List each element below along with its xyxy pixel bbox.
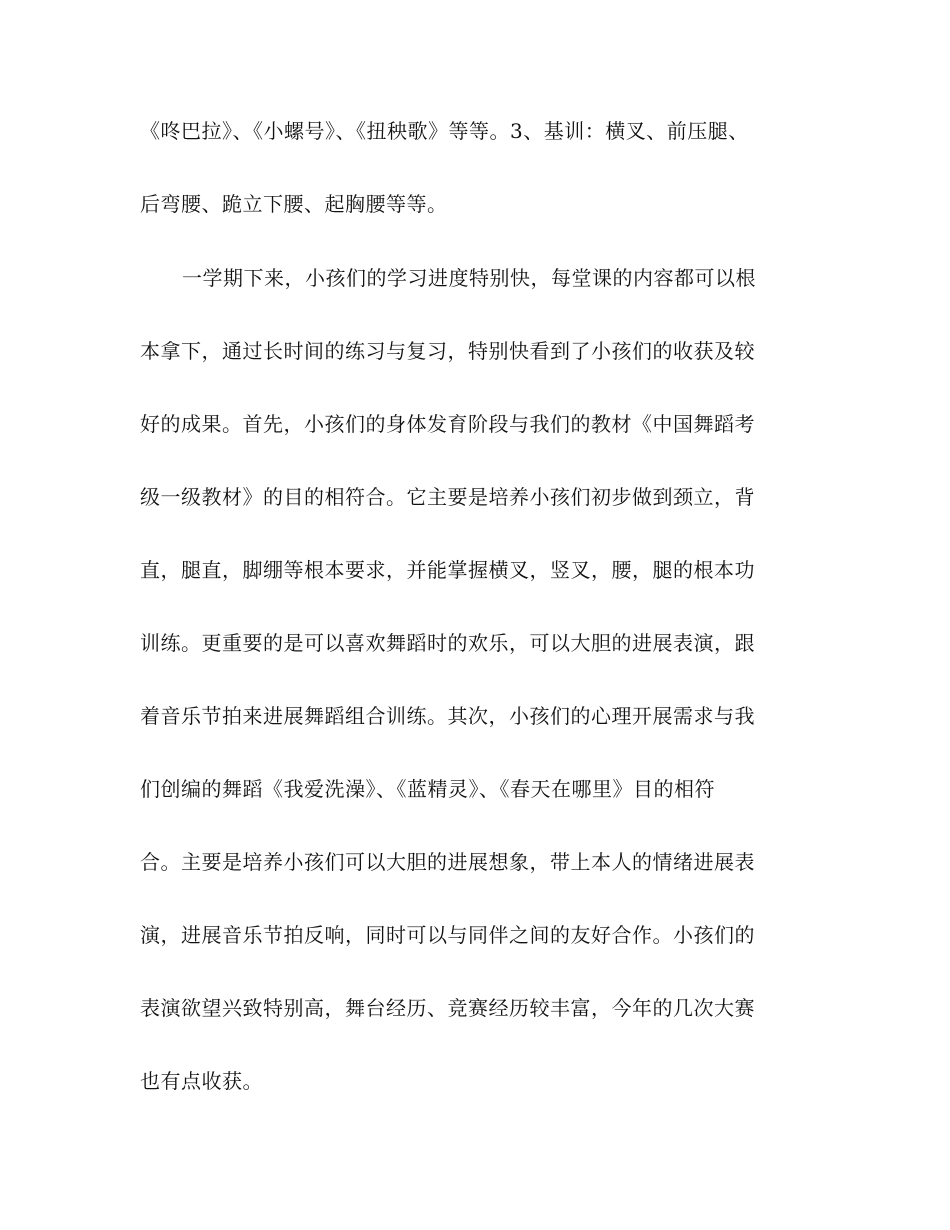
paragraph-2-line-1: 一学期下来，小孩们的学习进度特别快，每堂课的内容都可以根 (182, 266, 756, 290)
paragraph-2-line-4: 级一级教材》的目的相符合。它主要是培养小孩们初步做到颈立，背 (140, 485, 755, 509)
paragraph-1-line-1: 《咚巴拉》、《小螺号》、《扭秧歌》等等。3、基训：横叉、前压腿、 (140, 119, 749, 143)
paragraph-2-line-2: 本拿下，通过长时间的练习与复习，特别快看到了小孩们的收获及较 (140, 339, 755, 363)
paragraph-2 (140, 242, 810, 1118)
paragraph-1 (140, 95, 810, 241)
paragraph-2-line-6: 训练。更重要的是可以喜欢舞蹈时的欢乐，可以大胆的进展表演，跟 (140, 631, 755, 655)
paragraph-2-line-5: 直，腿直，脚绷等根本要求，并能掌握横叉，竖叉，腰，腿的根本功 (140, 558, 755, 582)
paragraph-2-line-8: 们创编的舞蹈《我爱洗澡》、《蓝精灵》、《春天在哪里》目的相符 (140, 777, 715, 801)
paragraph-2-line-3: 好的成果。首先，小孩们的身体发育阶段与我们的教材《中国舞蹈考 (140, 412, 755, 436)
paragraph-2-line-10: 演，进展音乐节拍反响，同时可以与同伴之间的友好合作。小孩们的 (140, 923, 755, 947)
paragraph-2-line-9: 合。主要是培养小孩们可以大胆的进展想象，带上本人的情绪进展表 (140, 850, 755, 874)
paragraph-2-line-12: 也有点收获。 (140, 1069, 263, 1093)
paragraph-2-line-11: 表演欲望兴致特别高，舞台经历、竞赛经历较丰富，今年的几次大赛 (140, 996, 755, 1020)
paragraph-2-line-7: 着音乐节拍来进展舞蹈组合训练。其次，小孩们的心理开展需求与我 (140, 704, 755, 728)
paragraph-1-line-2: 后弯腰、跪立下腰、起胸腰等等。 (140, 192, 448, 216)
